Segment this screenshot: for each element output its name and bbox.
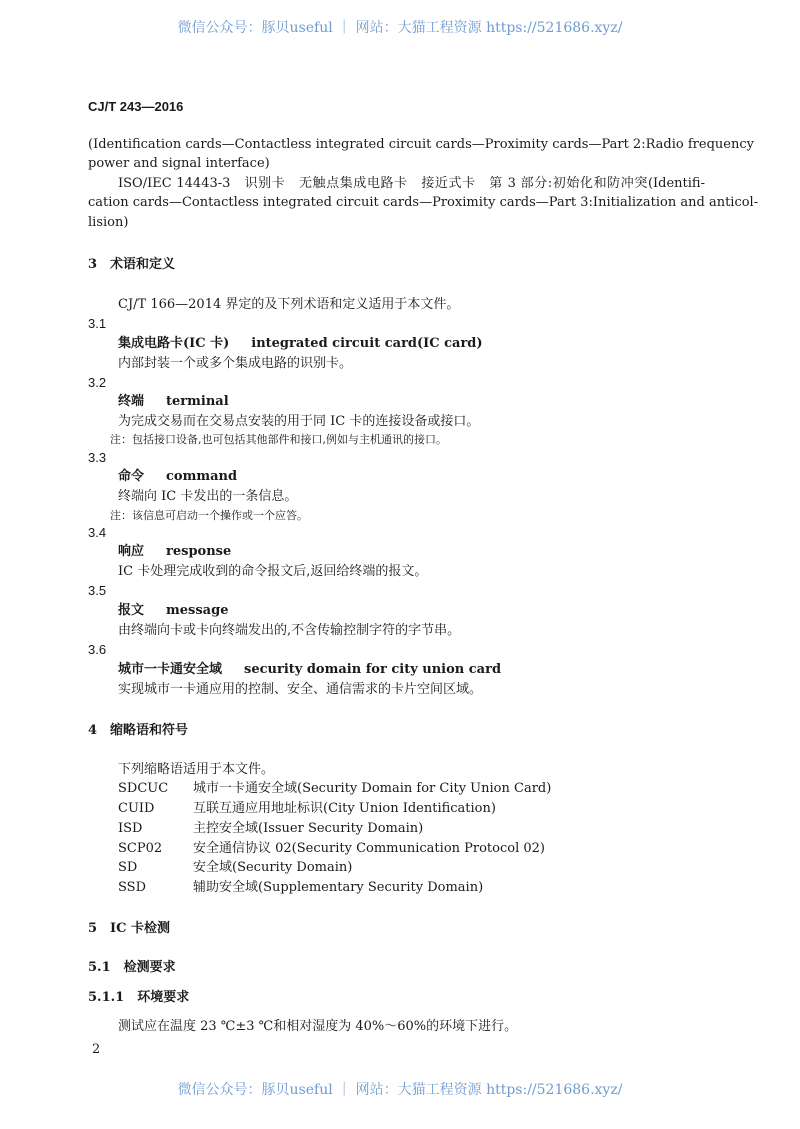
ref-line: cation cards—Contactless integrated circuit cards—Proximity cards—Part 3:Initialization and anticol- xyxy=(88,195,759,210)
section-intro: CJ/T 166—2014 界定的及下列术语和定义适用于本文件。 xyxy=(118,297,460,312)
abbr-desc: 辅助安全域(Supplementary Security Domain) xyxy=(193,880,484,895)
term-zh: 响应 xyxy=(118,544,145,559)
abbr-term: SD xyxy=(118,860,138,875)
term-zh: 集成电路卡(IC 卡) xyxy=(118,336,230,351)
term-en: message xyxy=(166,603,229,618)
term-definition: IC 卡处理完成收到的命令报文后,返回给终端的报文。 xyxy=(118,564,428,579)
subsection-heading: 5.1 检测要求 xyxy=(88,960,176,975)
term-number: 3.6 xyxy=(88,642,107,657)
term-definition: 内部封装一个或多个集成电路的识别卡。 xyxy=(118,356,353,371)
section-heading: 4 缩略语和符号 xyxy=(88,723,189,738)
term-en: terminal xyxy=(166,394,229,409)
abbr-term: SCP02 xyxy=(118,841,163,856)
ref-line: power and signal interface) xyxy=(88,156,270,171)
ref-line: ISO/IEC 14443-3 识别卡 无触点集成电路卡 接近式卡 第 3 部分:初始化和防冲突(Identifi- xyxy=(118,176,705,191)
ref-line: (Identification cards—Contactless integrated circuit cards—Proximity cards—Part 2:Radio frequency xyxy=(88,137,754,152)
subsubsection-heading: 5.1.1 环境要求 xyxy=(88,990,190,1005)
term-number: 3.5 xyxy=(88,583,107,598)
term-definition: 终端向 IC 卡发出的一条信息。 xyxy=(118,489,298,504)
watermark-top: 微信公众号：豚贝useful ｜ 网站：大猫工程资源 https://521686.xyz/ xyxy=(177,20,623,36)
term-definition: 实现城市一卡通应用的控制、安全、通信需求的卡片空间区域。 xyxy=(118,682,483,697)
section-heading: 3 术语和定义 xyxy=(88,257,176,272)
section-text: 测试应在温度 23 ℃±3 ℃和相对湿度为 40%～60%的环境下进行。 xyxy=(118,1019,518,1034)
section-heading: 5 IC 卡检测 xyxy=(88,921,170,936)
section-intro: 下列缩略语适用于本文件。 xyxy=(118,762,275,777)
term-en: command xyxy=(166,469,238,484)
term-en: security domain for city union card xyxy=(244,662,502,677)
term-note: 注：包括接口设备,也可包括其他部件和接口,例如与主机通讯的接口。 xyxy=(110,433,447,446)
term-title xyxy=(118,602,228,620)
abbr-desc: 安全通信协议 02(Security Communication Protocol 02) xyxy=(193,841,545,856)
term-number: 3.3 xyxy=(88,450,107,465)
abbr-term: ISD xyxy=(118,821,143,836)
watermark-bottom: 微信公众号：豚贝useful ｜ 网站：大猫工程资源 https://521686.xyz/ xyxy=(177,1082,623,1098)
term-definition: 由终端向卡或卡向终端发出的,不含传输控制字符的字节串。 xyxy=(118,623,461,638)
term-zh: 城市一卡通安全域 xyxy=(118,662,223,677)
abbr-term: SSD xyxy=(118,880,147,895)
term-title xyxy=(118,335,483,353)
abbr-term: SDCUC xyxy=(118,781,169,796)
abbr-term: CUID xyxy=(118,801,155,816)
abbr-desc: 安全域(Security Domain) xyxy=(193,860,353,875)
term-note: 注：该信息可启动一个操作或一个应答。 xyxy=(110,509,308,522)
document-code: CJ/T 243—2016 xyxy=(88,99,184,114)
term-title xyxy=(118,393,229,411)
term-definition: 为完成交易而在交易点安装的用于同 IC 卡的连接设备或接口。 xyxy=(118,414,480,429)
abbr-desc: 城市一卡通安全域(Security Domain for City Union Card) xyxy=(193,781,552,796)
term-number: 3.4 xyxy=(88,525,107,540)
abbr-desc: 互联互通应用地址标识(City Union Identification) xyxy=(193,801,496,816)
term-number: 3.1 xyxy=(88,316,107,331)
ref-line: lision) xyxy=(88,215,129,230)
page-number: 2 xyxy=(92,1042,101,1057)
term-zh: 报文 xyxy=(118,603,145,618)
term-title xyxy=(118,661,501,679)
term-zh: 命令 xyxy=(118,469,145,484)
term-zh: 终端 xyxy=(118,394,145,409)
term-title xyxy=(118,468,237,486)
term-number: 3.2 xyxy=(88,375,107,390)
term-title xyxy=(118,543,231,561)
term-en: response xyxy=(166,544,232,559)
term-en: integrated circuit card(IC card) xyxy=(251,336,483,351)
abbr-desc: 主控安全域(Issuer Security Domain) xyxy=(193,821,424,836)
